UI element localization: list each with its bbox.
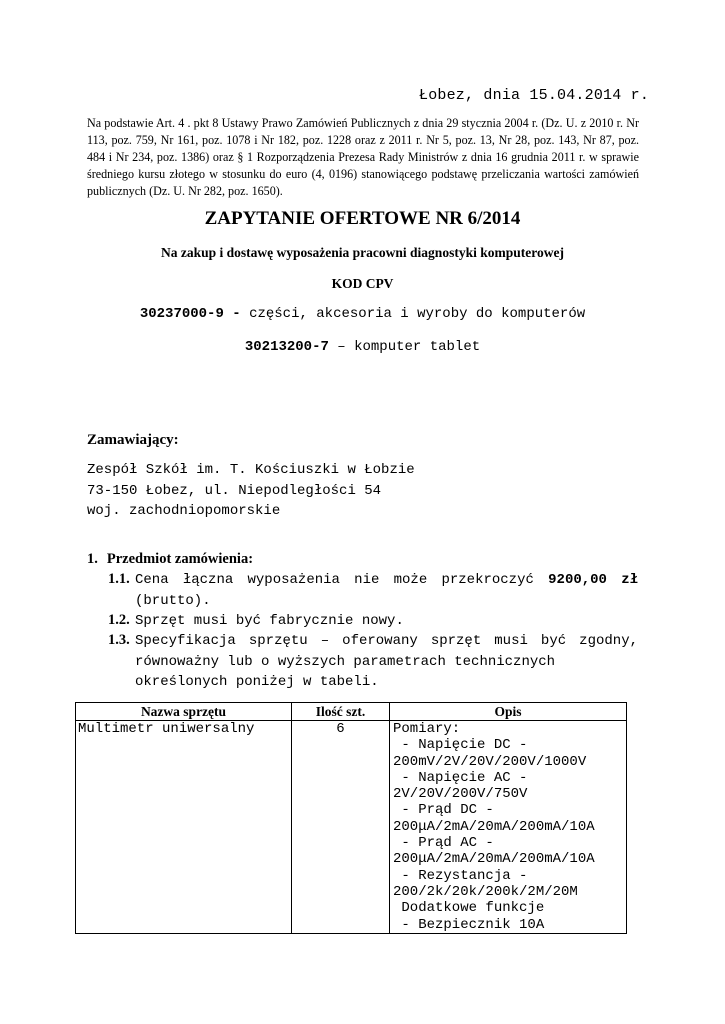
orderer-heading: Zamawiający: xyxy=(87,432,179,448)
list-item-number: 1.1. xyxy=(108,571,130,587)
list-item-text-part: Cena łączna wyposażenia nie może przekroczyć xyxy=(135,572,549,588)
section-title: Przedmiot zamówienia: xyxy=(106,551,254,567)
description-line: Pomiary: xyxy=(393,721,461,737)
list-item-number: 1.3. xyxy=(108,632,130,648)
legal-basis-paragraph: Na podstawie Art. 4 . pkt 8 Ustawy Prawo Zamówień Publicznych z dnia 29 stycznia 2004 r. (Dz. U. z 2010 r. Nr 113, poz. 759, Nr 161, poz. 1078 i Nr 182, poz. 1228 oraz z 2011 r. Nr 5, poz. 13, Nr 28, poz. 143, Nr 87, poz. 484 i Nr 234, poz. 1386) oraz § 1 Rozporządzenia Prezesa Rady Ministrów z dnia 16 grudnia 2011 r. w sprawie średniego kursu złotego w stosunku do euro (4, 0196) stanowiącego podstawę przeliczania wartości zamówień publicznych (Dz. U. Nr 282, poz. 1650). xyxy=(87,116,639,198)
description-line: 200/2k/20k/200k/2M/20M xyxy=(393,883,578,900)
description-line: - Prąd DC - xyxy=(393,802,494,819)
equipment-quantity-cell: 6 xyxy=(292,721,390,934)
cpv-code-line-2 xyxy=(0,339,725,355)
description-line: - Napięcie DC - xyxy=(393,737,528,754)
description-line: - Napięcie AC - xyxy=(393,769,528,786)
description-line: - Rezystancja - xyxy=(393,867,528,884)
table-row xyxy=(76,721,627,934)
list-item-text xyxy=(135,570,638,611)
table-header-row xyxy=(76,703,627,721)
section-number: 1. xyxy=(87,551,98,567)
list-item-number: 1.2. xyxy=(108,612,130,628)
place-and-date: Łobez, dnia 15.04.2014 r. xyxy=(419,87,650,104)
cpv-code-1: 30237000-9 - xyxy=(139,306,241,322)
cpv-code-line-1 xyxy=(0,306,725,322)
description-line: 200mV/2V/20V/200V/1000V xyxy=(393,753,587,770)
list-item-text-part: określonych poniżej w tabeli. xyxy=(135,674,379,690)
document-title: ZAPYTANIE OFERTOWE NR 6/2014 xyxy=(204,208,521,229)
description-line: 2V/20V/200V/750V xyxy=(393,786,528,803)
cpv-heading: KOD CPV xyxy=(331,276,394,291)
price-limit: 9200,00 zł xyxy=(548,572,639,588)
description-line: - Prąd AC - xyxy=(393,835,494,852)
description-line: - Bezpiecznik 10A xyxy=(393,916,545,933)
orderer-address-line: woj. zachodniopomorskie xyxy=(87,503,281,519)
equipment-table xyxy=(75,702,627,934)
list-item-text xyxy=(135,631,638,693)
list-item-text: Sprzęt musi być fabrycznie nowy. xyxy=(135,613,404,629)
cpv-desc-2: – komputer tablet xyxy=(328,339,481,355)
list-item-text-part: Specyfikacja sprzętu – oferowany sprzęt musi być zgodny, równoważny lub o wyższych parametrach technicznych xyxy=(135,633,638,670)
orderer-address-line: 73-150 Łobez, ul. Niepodległości 54 xyxy=(87,483,382,499)
document-subtitle: Na zakup i dostawę wyposażenia pracowni diagnostyki komputerowej xyxy=(161,245,564,260)
section-heading xyxy=(87,551,253,568)
column-header-name: Nazwa sprzętu xyxy=(76,703,292,721)
equipment-description-cell xyxy=(390,721,627,934)
orderer-address-line: Zespół Szkół im. T. Kościuszki w Łobzie xyxy=(87,462,415,478)
list-item-text-part: (brutto). xyxy=(135,592,211,609)
description-line: 200μA/2mA/20mA/200mA/10A xyxy=(393,851,595,868)
column-header-description: Opis xyxy=(390,703,627,721)
description-line: 200μA/2mA/20mA/200mA/10A xyxy=(393,818,595,835)
equipment-name-cell: Multimetr uniwersalny xyxy=(76,721,292,934)
cpv-desc-1: części, akcesoria i wyroby do komputerów xyxy=(240,306,586,322)
cpv-code-2: 30213200-7 xyxy=(244,339,329,355)
description-line: Dodatkowe funkcje xyxy=(393,900,545,917)
column-header-quantity: Ilość szt. xyxy=(292,703,390,721)
